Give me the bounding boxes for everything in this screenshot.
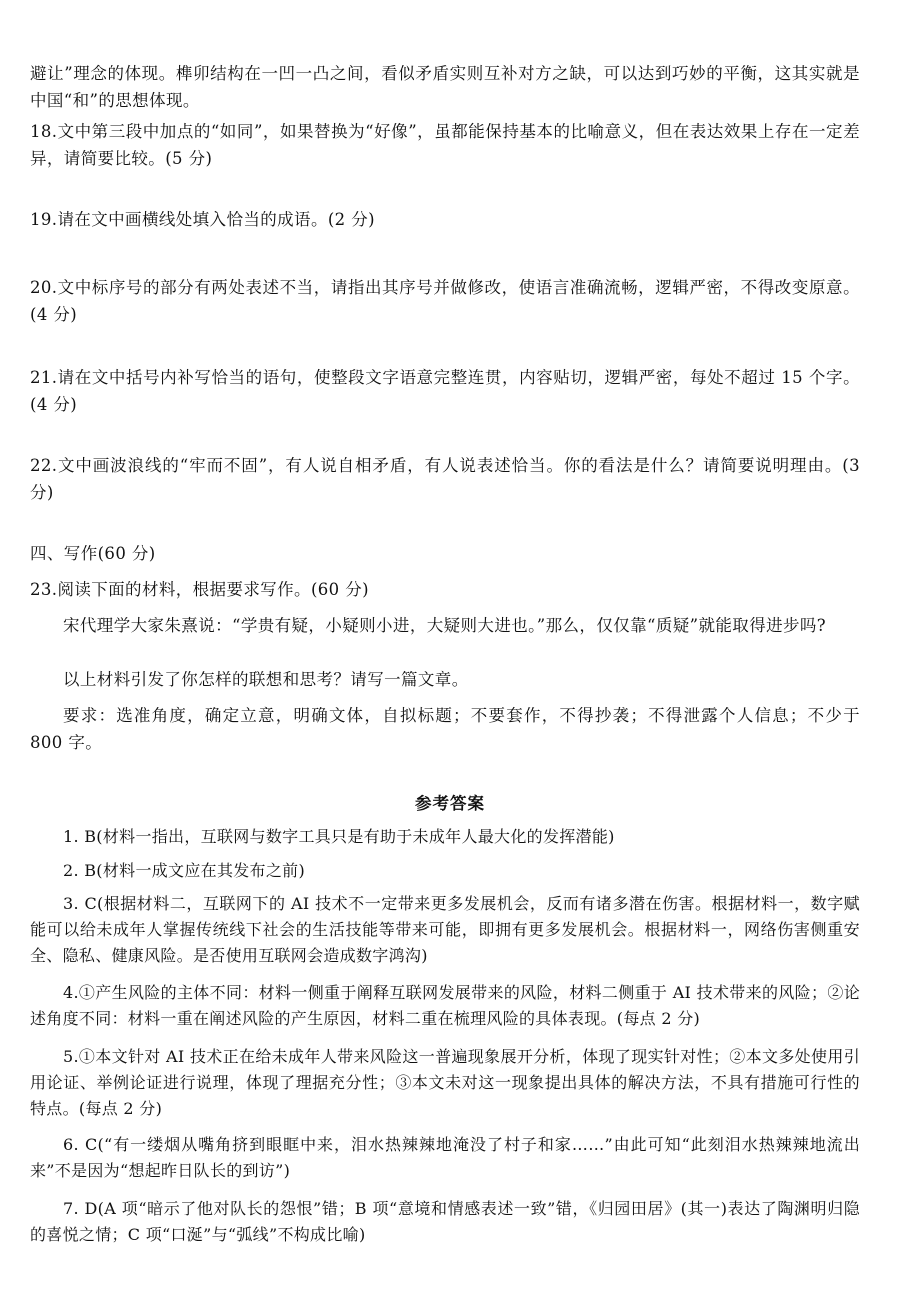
question-21: 21.请在文中括号内补写恰当的语句，使整段文字语意完整连贯，内容贴切，逻辑严密，每处不超过 15 个字。(4 分) — [30, 368, 860, 414]
question-22: 22.文中画波浪线的“牢而不固”，有人说自相矛盾，有人说表述恰当。你的看法是什么？请简要说明理由。(3 分) — [30, 456, 860, 502]
writing-prompt: 以上材料引发了你怎样的联想和思考？请写一篇文章。 — [63, 670, 469, 689]
question-18: 18.文中第三段中加点的“如同”，如果替换为“好像”，虽都能保持基本的比喻意义，但在表达效果上存在一定差异，请简要比较。(5 分) — [30, 122, 860, 168]
answer-item: 5.①本文针对 AI 技术正在给未成年人带来风险这一普遍现象展开分析，体现了现实针对性；②本文多处使用引用论证、举例论证进行说理，体现了理据充分性；③本文未对这一现象提出具体的解决方法，不具有措施可行性的特点。(每点 2 分) — [30, 1047, 860, 1118]
answer-item: 2. B(材料一成文应在其发布之前) — [63, 861, 305, 880]
answer-item: 6. C(“有一缕烟从嘴角挤到眼眶中来，泪水热辣辣地淹没了村子和家……”由此可知“此刻泪水热辣辣地流出来”不是因为“想起昨日队长的到访”) — [30, 1135, 860, 1180]
intro-paragraph: 避让”理念的体现。榫卯结构在一凹一凸之间，看似矛盾实则互补对方之缺，可以达到巧妙的平衡，这其实就是中国“和”的思想体现。 — [30, 64, 860, 110]
answer-item: 3. C(根据材料二，互联网下的 AI 技术不一定带来更多发展机会，反而有诸多潜在伤害。根据材料一，数字赋能可以给未成年人掌握传统线下社会的生活技能等带来可能，即拥有更多发展机会。根据材料一，网络伤害侧重安全、隐私、健康风险。是否使用互联网会造成数字鸿沟) — [30, 894, 860, 965]
writing-section-title: 四、写作(60 分) — [30, 544, 156, 563]
writing-question: 23.阅读下面的材料，根据要求写作。(60 分) — [30, 580, 369, 599]
question-20: 20.文中标序号的部分有两处表述不当，请指出其序号并做修改，使语言准确流畅，逻辑严密，不得改变原意。(4 分) — [30, 278, 860, 324]
answer-item: 1. B(材料一指出，互联网与数字工具只是有助于未成年人最大化的发挥潜能) — [63, 827, 615, 846]
writing-material: 宋代理学大家朱熹说：“学贵有疑，小疑则小进，大疑则大进也。”那么，仅仅靠“质疑”就能取得进步吗? — [63, 616, 827, 635]
answers-title: 参考答案 — [415, 794, 485, 813]
answer-item: 7. D(A 项“暗示了他对队长的怨恨”错；B 项“意境和情感表述一致”错，《归园田居》(其一)表达了陶渊明归隐的喜悦之情；C 项“口涎”与“弧线”不构成比喻) — [30, 1199, 860, 1244]
writing-requirements: 要求：选准角度，确定立意，明确文体，自拟标题；不要套作，不得抄袭；不得泄露个人信息；不少于 800 字。 — [30, 706, 860, 752]
question-19: 19.请在文中画横线处填入恰当的成语。(2 分) — [30, 210, 375, 229]
answer-item: 4.①产生风险的主体不同：材料一侧重于阐释互联网发展带来的风险，材料二侧重于 AI 技术带来的风险；②论述角度不同：材料一重在阐述风险的产生原因，材料二重在梳理风险的具体表现。(每点 2 分) — [30, 983, 860, 1028]
